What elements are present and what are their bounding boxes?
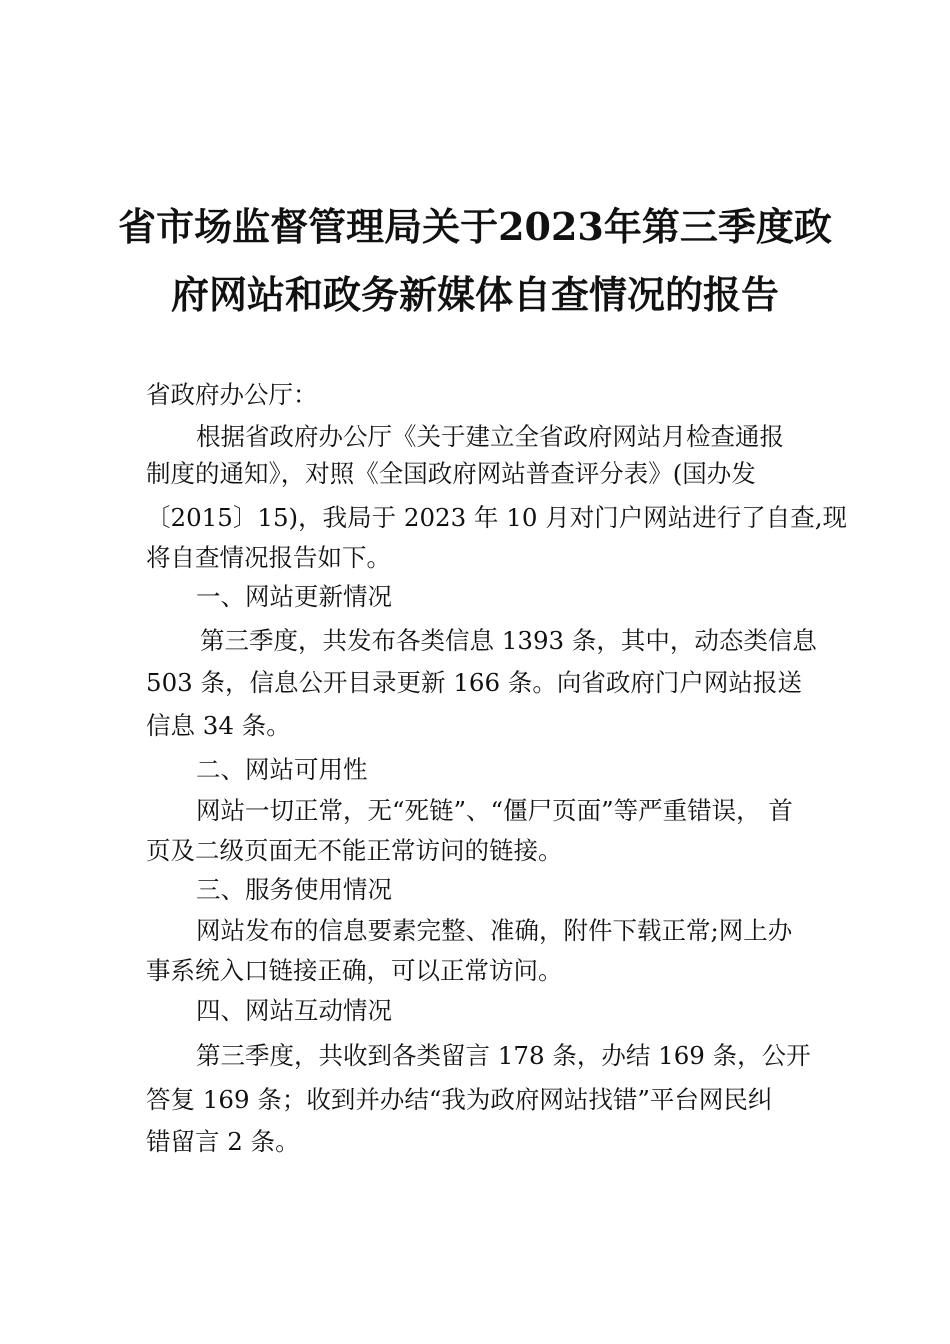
document-title-line-1: 省市场监督管理局关于2023年第三季度政: [118, 204, 832, 249]
section-line: 第三季度，共收到各类留言 178 条，办结 169 条，公开: [196, 1041, 811, 1070]
section-line: 网站发布的信息要素完整、准确，附件下载正常;网上办: [196, 916, 793, 945]
section-line: 事系统入口链接正确，可以正常访问。: [146, 956, 563, 985]
section-line: 第三季度，共发布各类信息 1393 条，其中，动态类信息: [200, 626, 817, 655]
section-line: 网站一切正常，无“死链”、“僵尸页面”等严重错误， 首: [196, 796, 793, 825]
section-heading: 四、网站互动情况: [196, 996, 392, 1025]
intro-line: 将自查情况报告如下。: [146, 543, 391, 572]
document-title-line-2: 府网站和政务新媒体自查情况的报告: [170, 272, 779, 317]
intro-line: 根据省政府办公厅《关于建立全省政府网站月检查通报: [196, 422, 784, 451]
section-line: 信息 34 条。: [146, 711, 291, 740]
section-heading: 二、网站可用性: [196, 755, 368, 784]
section-line: 页及二级页面无不能正常访问的链接。: [146, 836, 563, 865]
intro-line: 〔2015〕15)，我局于 2023 年 10 月对门户网站进行了自查,现: [146, 503, 848, 532]
salutation: 省政府办公厅：: [146, 380, 318, 409]
intro-line: 制度的通知》，对照《全国政府网站普查评分表》(国办发: [146, 459, 756, 488]
section-heading: 三、服务使用情况: [196, 875, 392, 904]
section-line: 答复 169 条；收到并办结“我为政府网站找错”平台网民纠: [146, 1085, 773, 1114]
section-heading: 一、网站更新情况: [196, 582, 392, 611]
section-line: 503 条，信息公开目录更新 166 条。向省政府门户网站报送: [146, 668, 802, 697]
section-line: 错留言 2 条。: [146, 1127, 300, 1156]
